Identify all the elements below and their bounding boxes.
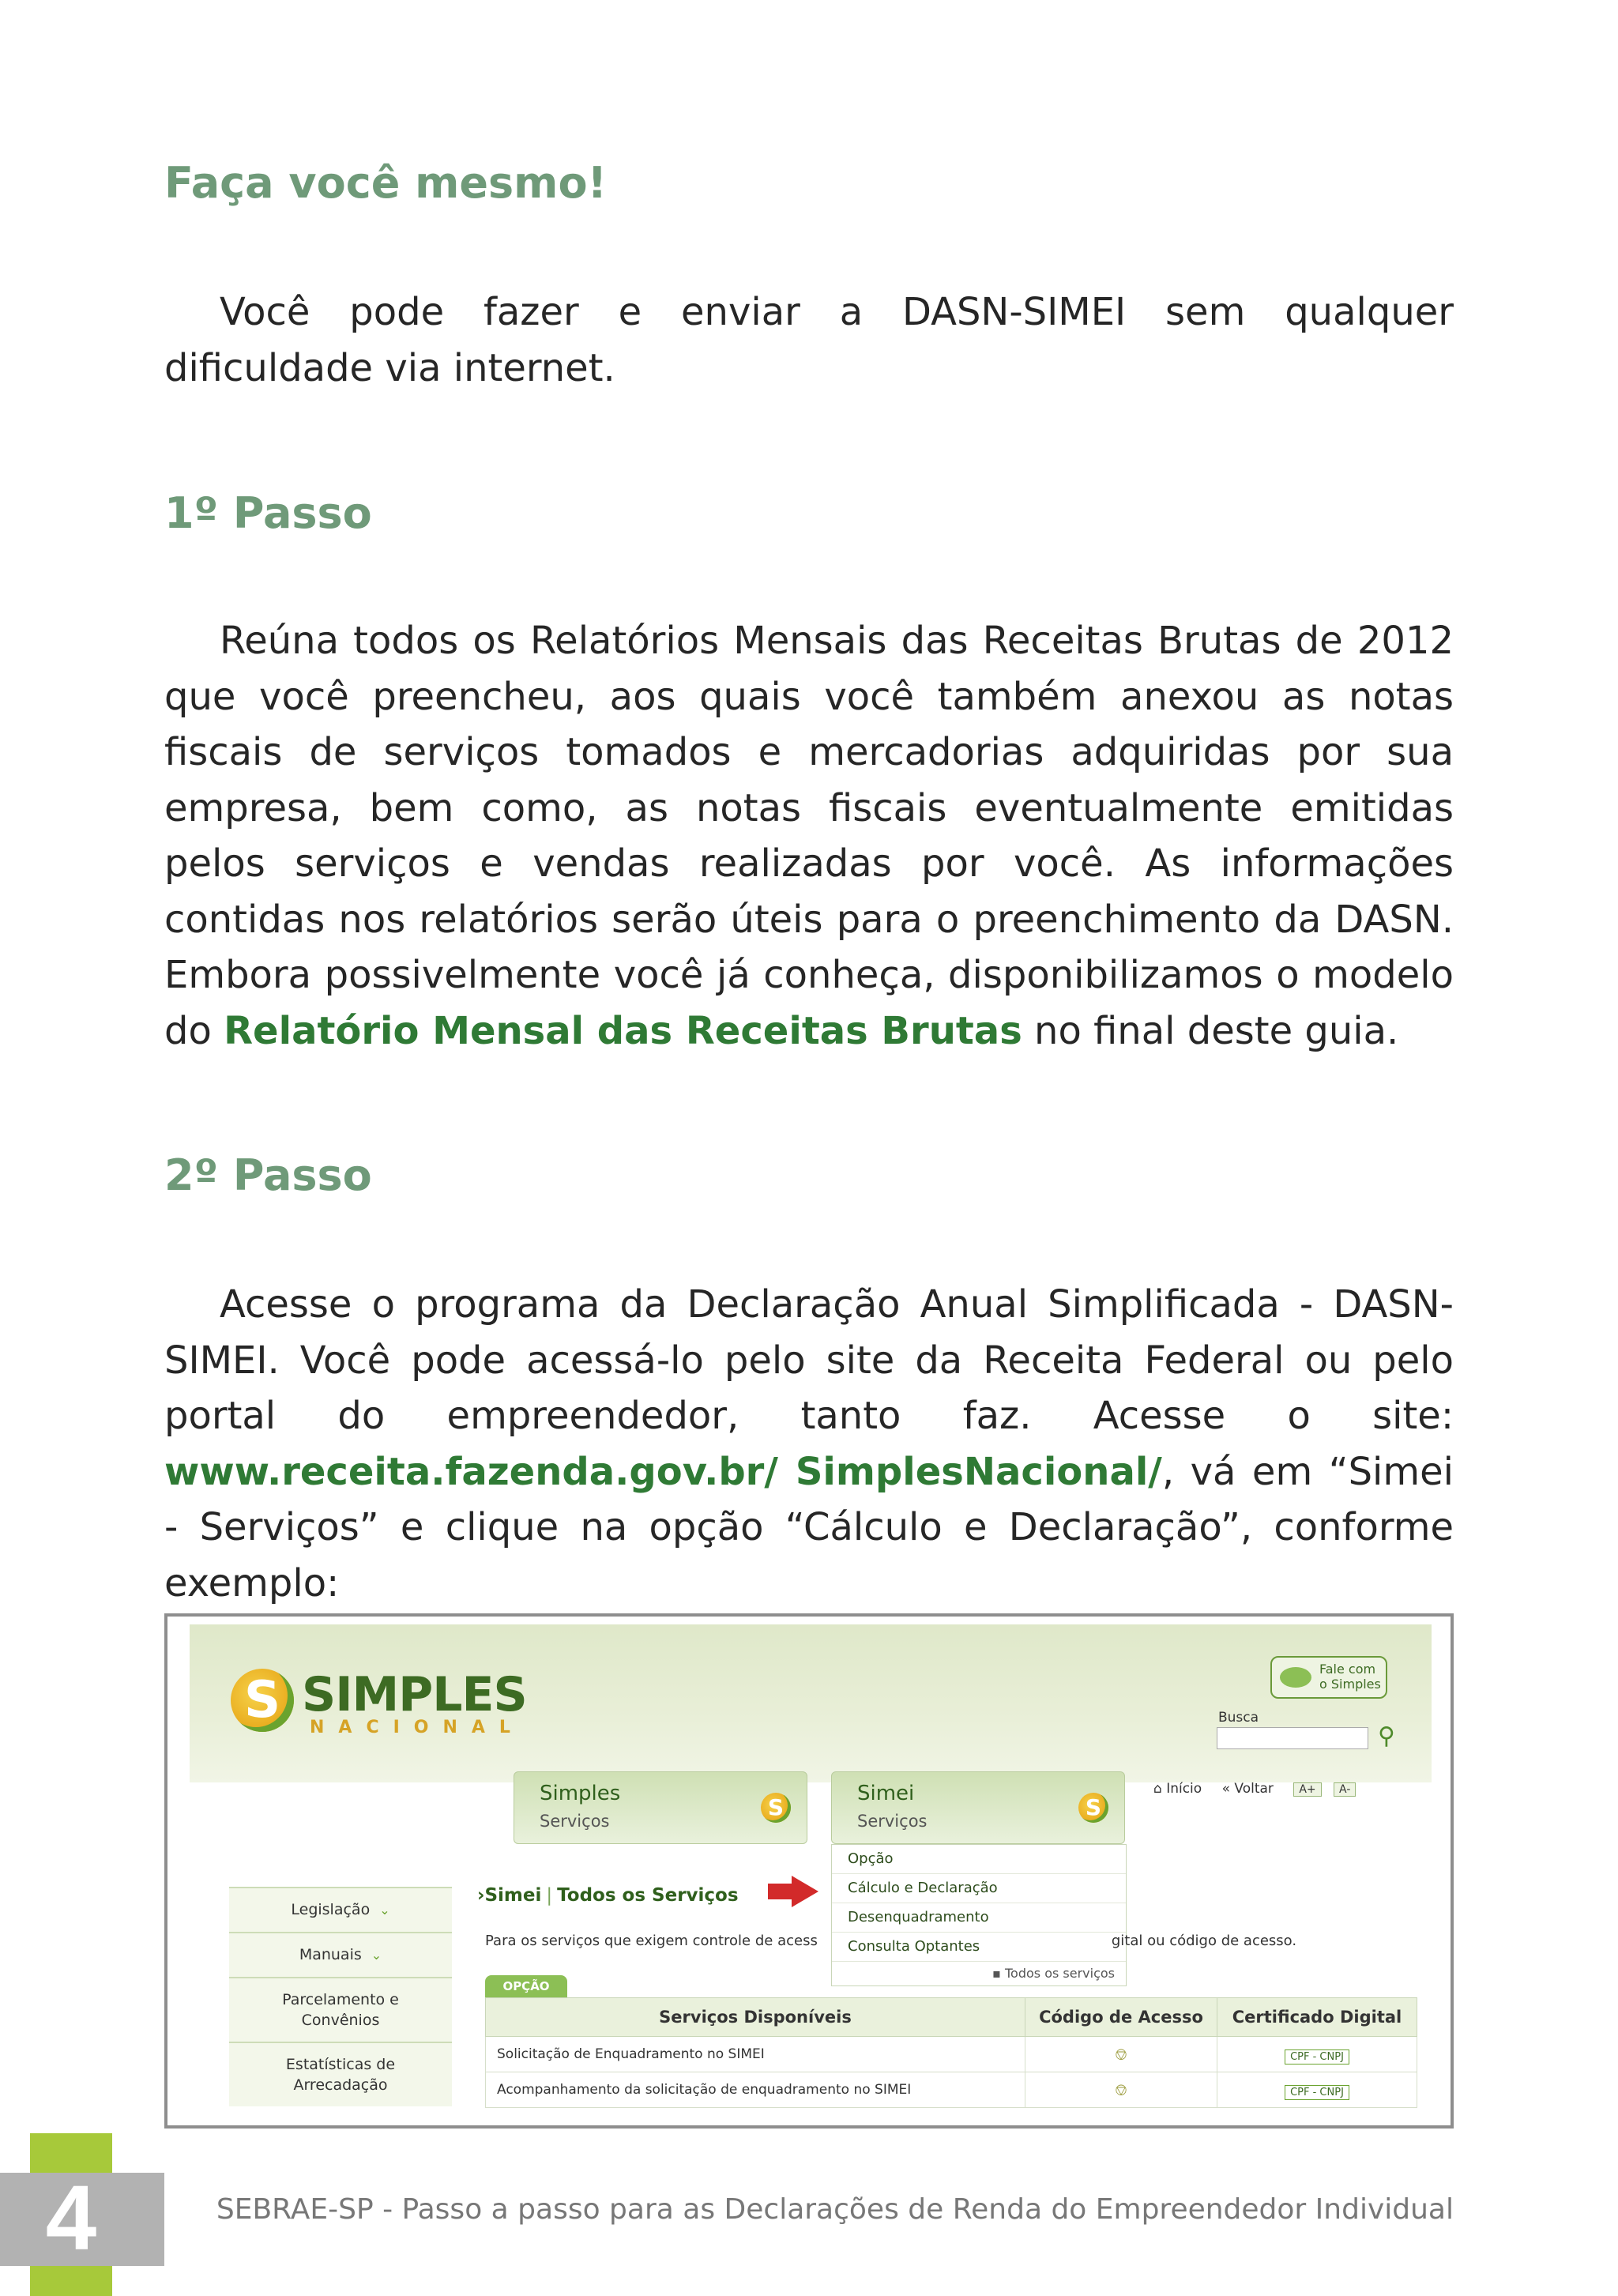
step2-paragraph: Acesse o programa da Declaração Anual Simplificada - DASN-SIMEI. Você pode acessá-lo pelo site da Receita Federal ou pelo portal do empreendedor, tanto faz. Acesse o site: www.receita.fazenda.gov.br/ SimplesNacional/, vá em “Simei - Serviços” e clique na opção “Cálculo e Declaração”, conforme exemplo: (164, 1282, 1454, 1605)
search-input[interactable] (1217, 1727, 1368, 1749)
sidebar-item-estatisticas[interactable]: Estatísticas de Arrecadação (229, 2042, 452, 2106)
sidebar-item-manuais[interactable]: Manuais ⌄ (229, 1932, 452, 1977)
chevron-down-icon: ⌄ (371, 1948, 382, 1963)
cpf-cnpj-badge[interactable]: CPF - CNPJ (1285, 2085, 1349, 2100)
simei-dropdown-menu (831, 1844, 1127, 1986)
chat-bubble-icon (1280, 1667, 1311, 1688)
site-header (190, 1624, 1432, 1782)
search-label: Busca (1218, 1710, 1259, 1726)
report-model-highlight: Relatório Mensal das Receitas Brutas (224, 1008, 1022, 1053)
service-link[interactable]: Acompanhamento da solicitação de enquadramento no SIMEI (486, 2072, 1025, 2108)
red-arrow-head-icon (792, 1876, 818, 1907)
simples-mini-logo-icon: S (1078, 1793, 1108, 1823)
logo-subtitle: NACIONAL (310, 1718, 525, 1737)
fale-com-button[interactable]: Fale com o Simples (1270, 1656, 1387, 1699)
logo-title: SIMPLES (302, 1667, 527, 1722)
table-header-row: Serviços Disponíveis Código de Acesso Certificado Digital (486, 1998, 1417, 2037)
left-sidebar (229, 1887, 452, 2106)
simples-logo-icon: S (231, 1669, 294, 1732)
font-decrease-button[interactable]: A- (1334, 1782, 1356, 1797)
intro-paragraph: Você pode fazer e enviar a DASN-SIMEI sem qualquer dificuldade via internet. (164, 290, 1454, 390)
service-link[interactable]: Solicitação de Enquadramento no SIMEI (486, 2037, 1025, 2072)
key-icon[interactable]: ⎊ (1025, 2072, 1217, 2108)
table-row (486, 2072, 1417, 2108)
tab-simei-servicos[interactable]: Simei Serviços S (831, 1771, 1125, 1844)
menu-item-calculo-declaracao[interactable]: Cálculo e Declaração (832, 1874, 1126, 1903)
top-links (1153, 1781, 1364, 1797)
access-note: Para os serviços que exigem controle de acess gital ou código de acesso. (485, 1933, 1297, 1949)
simples-mini-logo-icon: S (761, 1793, 791, 1823)
website-screenshot (164, 1613, 1454, 2129)
option-tab[interactable]: OPÇÃO (485, 1975, 567, 1997)
step1-paragraph: Reúna todos os Relatórios Mensais das Receitas Brutas de 2012 que você preencheu, aos quais você também anexou as notas fiscais de serviços tomados e mercadorias adquiridas por sua empresa, bem como, as notas fiscais eventualmente emitidas pelos serviços e vendas realizadas por você. As informações contidas nos relatórios serão úteis para o preenchimento da DASN. Embora possivelmente você já conheça, disponibilizamos o modelo do Relatório Mensal das Receitas Brutas no final deste guia. (164, 619, 1454, 1053)
services-table (485, 1997, 1417, 2108)
search-icon[interactable]: ⚲ (1378, 1722, 1395, 1750)
key-icon[interactable]: ⎊ (1025, 2037, 1217, 2072)
red-arrow-icon (768, 1884, 795, 1899)
sidebar-item-legislacao[interactable]: Legislação ⌄ (229, 1887, 452, 1932)
step2-heading: 2º Passo (164, 1150, 372, 1200)
menu-item-todos-servicos[interactable]: ▪ Todos os serviços (992, 1966, 1115, 1981)
menu-item-opcao[interactable]: Opção (832, 1845, 1126, 1874)
menu-item-consulta-optantes[interactable]: Consulta Optantes (832, 1933, 1126, 1962)
home-link[interactable]: ⌂ Início (1153, 1781, 1202, 1797)
breadcrumb: ›Simei | Todos os Serviços (477, 1885, 739, 1906)
back-link[interactable]: « Voltar (1221, 1781, 1274, 1797)
tab-simples-servicos[interactable]: Simples Serviços S (514, 1771, 807, 1844)
page-heading: Faça você mesmo! (164, 158, 608, 208)
font-increase-button[interactable]: A+ (1293, 1782, 1321, 1797)
menu-item-desenquadramento[interactable]: Desenquadramento (832, 1903, 1126, 1933)
footer-text: SEBRAE-SP - Passo a passo para as Declarações de Renda do Empreendedor Individual (216, 2193, 1454, 2226)
cpf-cnpj-badge[interactable]: CPF - CNPJ (1285, 2049, 1349, 2065)
chevron-down-icon: ⌄ (379, 1903, 390, 1918)
step1-heading: 1º Passo (164, 488, 372, 538)
page-number: 4 (45, 2166, 97, 2269)
table-row (486, 2037, 1417, 2072)
receita-link[interactable]: www.receita.fazenda.gov.br/ SimplesNacional/ (164, 1449, 1162, 1494)
sidebar-item-parcelamento[interactable]: Parcelamento e Convênios (229, 1977, 452, 2042)
